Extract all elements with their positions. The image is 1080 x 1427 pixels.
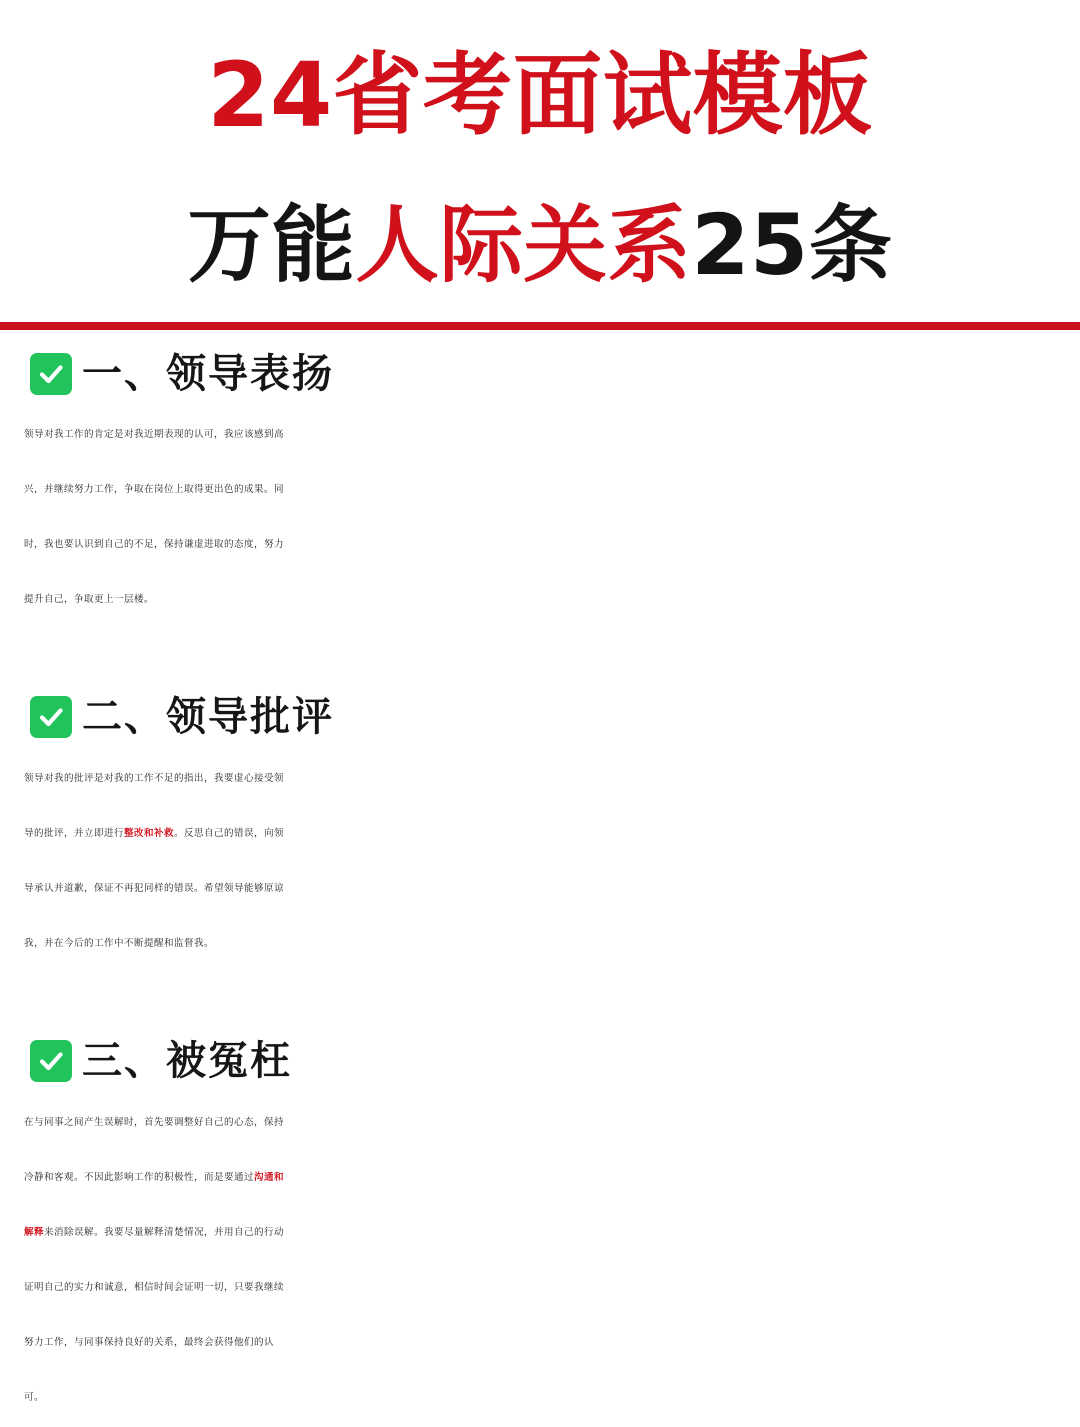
- title-block: [0, 0, 1080, 322]
- paragraph-line: 证明自己的实力和诚意，相信时间会证明一切，只要我继续: [24, 1282, 285, 1293]
- highlight-text: 整改和补救: [124, 828, 175, 839]
- title-line-1: 24省考面试模板: [207, 44, 873, 148]
- paragraph-line: 在与同事之间产生误解时，首先要调整好自己的心态，保持: [24, 1117, 285, 1128]
- paragraph-line: 努力工作，与同事保持良好的关系，最终会获得他们的认: [24, 1337, 275, 1348]
- section-header: [30, 348, 334, 400]
- title-divider: [0, 322, 1080, 330]
- paragraph-line: [24, 810, 1064, 858]
- paragraph-line: 领导对我工作的肯定是对我近期表现的认可，我应该感到高: [24, 429, 285, 440]
- line-text: 冷静和客观。不因此影响工作的积极性，而是要通过: [24, 1172, 255, 1183]
- paragraph-line: 我，并在今后的工作中不断提醒和监督我。: [24, 938, 215, 949]
- line-text: 来消除误解。我要尽量解释清楚情况，并用自己的行动: [44, 1227, 285, 1238]
- title-part-highlight: 人际关系: [355, 196, 692, 294]
- paragraph-line: [24, 1154, 1064, 1202]
- checkbox-checked-icon: [30, 696, 72, 738]
- checkbox-checked-icon: [30, 353, 72, 395]
- section-header: [30, 691, 334, 743]
- section-heading: 一、领导表扬: [82, 351, 334, 397]
- highlight-text: 沟通和: [254, 1172, 285, 1183]
- checkbox-checked-icon: [30, 1040, 72, 1082]
- paragraph-line: 导承认并道歉，保证不再犯同样的错误。希望领导能够原谅: [24, 883, 285, 894]
- line-text: 导的批评，并立即进行: [24, 828, 125, 839]
- paragraph-line: 可。: [24, 1392, 45, 1403]
- title-line-2: [0, 178, 1080, 312]
- section-heading: 三、被冤枉: [82, 1038, 292, 1084]
- title-part-2: 25条: [691, 196, 893, 294]
- highlight-text: 解释: [24, 1227, 45, 1238]
- paragraph-line: 兴，并继续努力工作，争取在岗位上取得更出色的成果。同: [24, 484, 285, 495]
- section-heading: 二、领导批评: [82, 694, 334, 740]
- paragraph-line: 提升自己，争取更上一层楼。: [24, 594, 155, 605]
- line-text: 。反思自己的错误，向领: [174, 828, 285, 839]
- paragraph-line: 领导对我的批评是对我的工作不足的指出，我要虚心接受领: [24, 773, 285, 784]
- section-header: [30, 1035, 292, 1087]
- title-part-1: 万能: [187, 196, 356, 294]
- paragraph-line: 时，我也要认识到自己的不足，保持谦虚进取的态度，努力: [24, 539, 285, 550]
- paragraph-line: [24, 1209, 1064, 1257]
